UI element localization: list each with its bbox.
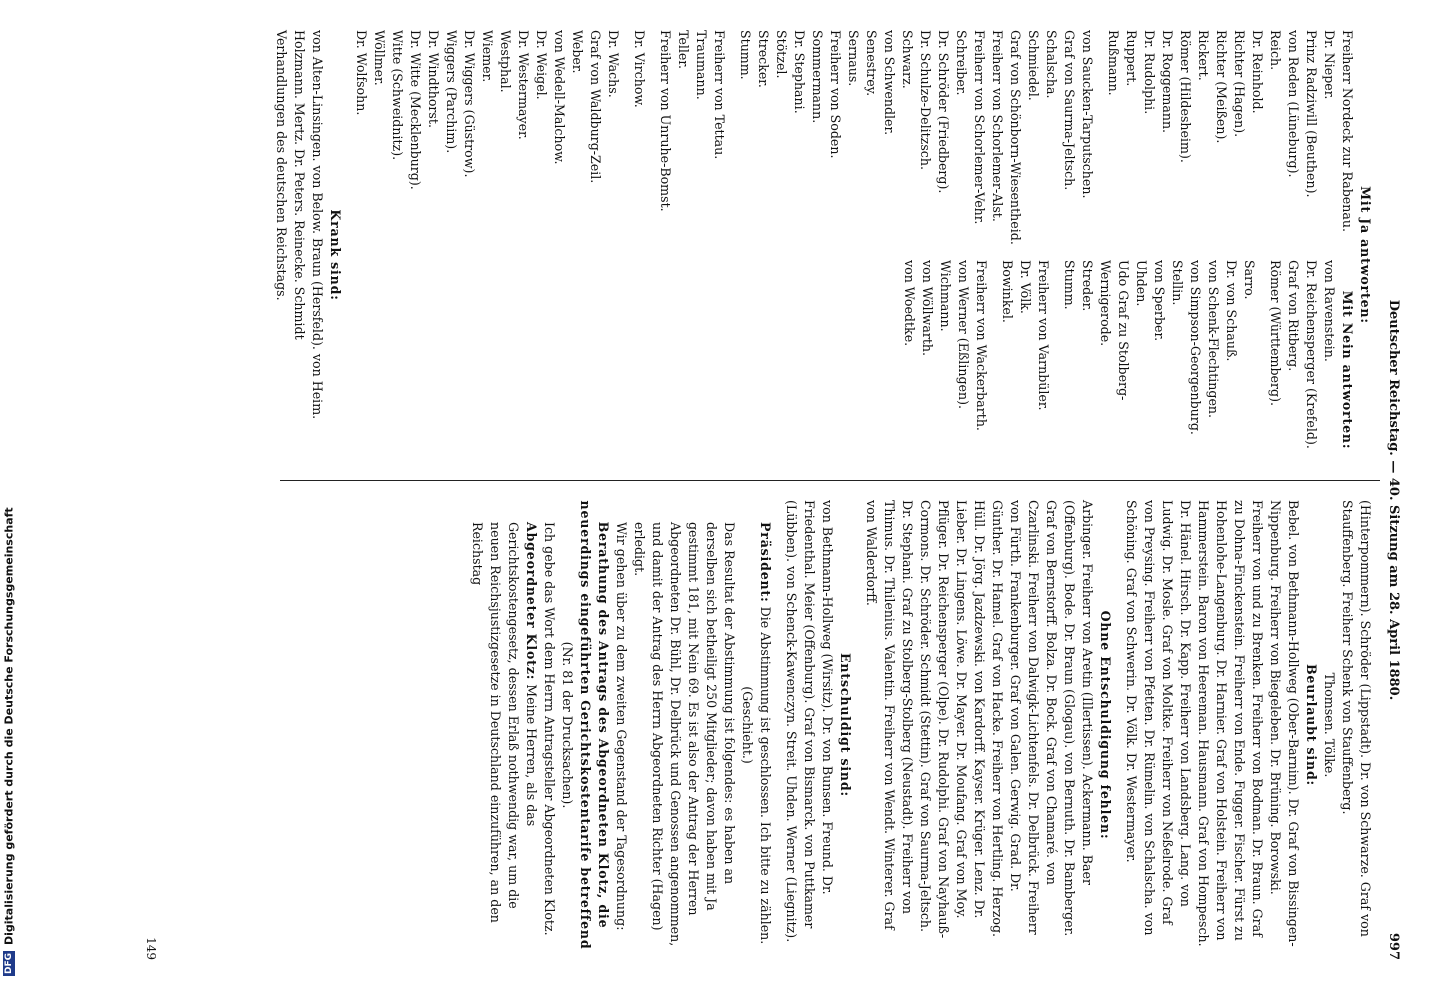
ja-name: Senestrey. xyxy=(864,30,879,97)
ja-name: Richter (Meißen). xyxy=(1214,30,1229,144)
ja-name: Dr. Wiggers (Güstrow). xyxy=(462,30,477,178)
ja-name: Schmiedel. xyxy=(1026,30,1041,101)
nein-name: Udo Graf zu Stolberg-Wernigerode. xyxy=(1098,260,1131,401)
pause-note: (Geschieht.) xyxy=(740,686,755,764)
ja-name: Dr. Roggemann. xyxy=(1160,30,1175,134)
ja-name: Wiggers (Parchim). xyxy=(444,30,459,154)
beratung-title: Berathung des Antrags des Abgeordneten Klotz, die neuerdings eingeführten Gerichtskostentarife betreffend xyxy=(578,500,611,950)
ja-name: Sommermann. xyxy=(810,30,825,124)
drucksache-ref: (Nr. 81 der Drucksachen). xyxy=(560,641,575,809)
ja-name: Dr. Virchow. xyxy=(632,30,647,108)
praesident-label: Präsident: xyxy=(758,522,773,603)
ja-name: Strecker. xyxy=(756,30,771,88)
intro-text-2: Thomsen. Tölke. xyxy=(1322,672,1337,778)
ja-name: Stötzel. xyxy=(774,30,789,79)
document-page xyxy=(110,0,1410,980)
column-divider xyxy=(280,480,1380,481)
beurlaubt-heading: Beurlaubt sind: xyxy=(1304,663,1319,787)
nein-name: Römer (Württemberg). xyxy=(1268,260,1283,406)
nein-name: von Werner (Eßlingen). xyxy=(956,260,971,410)
page-number: 997 xyxy=(1386,932,1401,960)
ja-name: Freiherr Nordeck zur Rabenau. xyxy=(1340,30,1355,232)
nein-name: von Woedtke. xyxy=(902,260,917,347)
ja-name: Dr. Westermayer. xyxy=(516,30,531,140)
nein-name: Dr. Völk. xyxy=(1018,260,1033,314)
bottom-page-mark: 149 xyxy=(144,937,158,960)
ja-name: Graf von Schönborn-Wiesentheid. xyxy=(1008,30,1023,245)
beurlaubt-text: Bebel. von Bethmann-Hollweg (Ober-Barnim). Dr. Graf von Bissingen-Nippenburg. Freiherr von Biegeleben. Dr. Brüning. Borowski. Freiherr von und zu Brenken. Freiherr von Bodman. Dr. Braun. Graf zu Dohna-Finckenstein. Freiherr von Ende. Fugger. Fischer. Fürst zu Hohenlohe-Langenburg. Dr. Harnier. Graf von Holstein. Freiherr von Hammerstein. Baron von Heereman. Hausmann. Graf von Hompesch. Dr. Hänel. Hirsch. Dr. Kapp. Freiherr von Landsberg. Lang. von Ludwig. Dr. Mosle. Graf von Moltke. Freiherr von Neßelrode. Graf von Preysing. Freiherr von Pfetten. Dr. Rümelin. von Schalscha. von Schöning. Graf von Schwerin. Dr. Völk. Dr. Westermayer. xyxy=(1124,500,1301,951)
nein-name: von Wöllwarth. xyxy=(920,260,935,357)
ja-name: Dr. Weigel. xyxy=(534,30,549,100)
nein-name: von Sperber. xyxy=(1152,260,1167,342)
ich-gebe-text: Ich gebe das Wort dem Herrn Antragsteller Abgeordneten Klotz. xyxy=(542,522,557,936)
ja-heading: Mit Ja antworten: xyxy=(1358,186,1373,324)
ja-name: Dr. Reinhold. xyxy=(1250,30,1265,114)
ja-name: Stumm. xyxy=(738,30,753,80)
ja-name: Dr. Schulze-Delitzsch. xyxy=(918,30,933,170)
nein-name: Dr. Reichensperger (Krefeld). xyxy=(1304,260,1319,449)
intro-text: (Hinterpommern). Schröder (Lippstadt). Dr. von Schwarze. Graf von Stauffenberg. Freiherr Schenk von Stauffenberg. xyxy=(1340,500,1373,941)
klotz-paragraph xyxy=(468,500,540,950)
ja-name: Wöllmer. xyxy=(372,30,387,86)
nein-name: Sarro. xyxy=(1242,260,1257,300)
ja-list xyxy=(352,30,1356,480)
ja-name: Traumann. xyxy=(694,30,709,100)
ja-name: Schreiber. xyxy=(954,30,969,96)
nein-column xyxy=(352,260,1356,480)
nein-name: Wichmann. xyxy=(938,260,953,332)
nein-name: Stellin. xyxy=(1170,260,1185,306)
ja-name: Römer (Hildesheim). xyxy=(1178,30,1193,163)
nein-name: Stumm. xyxy=(1062,260,1077,310)
left-column xyxy=(272,30,1374,480)
ja-name: Rickert. xyxy=(1196,30,1211,81)
nein-name: Freiherr von Varnbüler. xyxy=(1036,260,1051,411)
ja-name: Dr. Schröder (Friedberg). xyxy=(936,30,951,194)
praesident-paragraph xyxy=(756,500,774,950)
ja-name: Graf von Waldburg-Zeil. xyxy=(588,30,603,184)
right-column xyxy=(468,500,1374,950)
ja-name: Ruppert. xyxy=(1124,30,1139,87)
klotz-label: Abgeordneter Klotz: xyxy=(524,522,539,681)
klotz-text: Meine Herren, als das Gerichtskostengesetz, dessen Erlaß nothwendig war, um die neuen Reichsjustizgesetze in Deutschland einzuführen, an den Reichstag xyxy=(470,522,539,927)
ja-name: Wiemer. xyxy=(480,30,495,83)
dfg-credit xyxy=(0,0,18,982)
ja-name: von Reden (Lüneburg). xyxy=(1286,30,1301,178)
next-item-text: Wir gehen über zu dem zweiten Gegenstand der Tagesordnung: xyxy=(614,522,629,931)
ja-name: Dr. Wachs. xyxy=(606,30,621,98)
ja-name: Schalscha. xyxy=(1044,30,1059,99)
ja-name: Dr. Nieper. xyxy=(1322,30,1337,100)
praesident-text: Die Abstimmung ist geschlossen. Ich bitte zu zählen. xyxy=(758,606,773,945)
page-header xyxy=(1378,30,1402,970)
ja-name: Weber. xyxy=(570,30,585,74)
ja-name: Graf von Saurma-Jeltsch. xyxy=(1062,30,1077,191)
footer-text: Verhandlungen des deutschen Reichstags. xyxy=(274,30,289,301)
ja-name: Dr. Witte (Mecklenburg). xyxy=(408,30,423,190)
ja-name: Dr. Stephani. xyxy=(792,30,807,114)
ja-name: Prinz Radziwill (Beuthen). xyxy=(1304,30,1319,198)
nein-name: Bowinkel. xyxy=(1000,260,1015,323)
ja-name: von Wedell-Malchow. xyxy=(552,30,567,165)
ja-name: Freiherr von Schorlemer-Alst. xyxy=(990,30,1005,222)
nein-name: von Simpson-Georgenburg. xyxy=(1188,260,1203,435)
ja-name: Dr. Wolfsohn. xyxy=(354,30,369,116)
nein-heading: Mit Nein antworten: xyxy=(1340,290,1355,450)
nein-name: Dr. von Schauß. xyxy=(1224,260,1239,362)
nein-name: Graf von Ritberg. xyxy=(1286,260,1301,372)
entschuldigt-heading: Entschuldigt sind: xyxy=(838,653,853,797)
ja-name: von Schwendler. xyxy=(882,30,897,136)
page-title: Deutscher Reichstag. — 40. Sitzung am 28. April 1880. xyxy=(1386,299,1401,701)
ja-name: Richter (Hagen). xyxy=(1232,30,1247,138)
result-text: Das Resultat der Abstimmung ist folgendes: es haben an derselben sich betheiligt 250 Mitglieder; davon haben mit Ja gestimmt 181, mit Nein 69. Es ist also der Antrag der Herren Abgeordneten Dr. Bühl, Dr. Delbrück und Genossen angenommen, und damit der Antrag des Herrn Abgeordneten Richter (Hagen) erledigt. xyxy=(632,522,737,951)
ja-name: Rußmann. xyxy=(1106,30,1121,96)
ja-name: Witte (Schweidnitz). xyxy=(390,30,405,161)
ja-name: Dr. Rudolphi. xyxy=(1142,30,1157,115)
ja-name: Teller. xyxy=(676,30,691,70)
krank-heading: Krank sind: xyxy=(328,209,343,301)
ja-name: Freiherr von Tettau. xyxy=(712,30,727,160)
ja-name: Freiherr von Schorlemer-Vehr. xyxy=(972,30,987,225)
entschuldigt-text: von Bethmann-Hollweg (Wirsitz). Dr. von Bunsen. Freund. Dr. Friedenthal. Meier (Offenburg). Graf von Bismarck. von Puttkamer (Lübben). von Schenck-Kawenczyn. Streit. Uhden. Werner (Liegnitz). xyxy=(784,500,835,943)
nein-name: von Schenk-Flechtingen. xyxy=(1206,260,1221,419)
dfg-logo: DFG xyxy=(4,952,14,974)
nein-name: Streder. xyxy=(1080,260,1095,312)
ohne-heading: Ohne Entschuldigung fehlen: xyxy=(1098,610,1113,840)
ja-name: Schwarz. xyxy=(900,30,915,89)
nein-name: Freiherr von Wackerbarth. xyxy=(974,260,989,431)
ja-name: Sernaus. xyxy=(846,30,861,87)
ja-name: Freiherr von Unruhe-Bomst. xyxy=(658,30,673,212)
nein-name: von Ravenstein. xyxy=(1322,260,1337,362)
nein-name: Uhden. xyxy=(1134,260,1149,307)
krank-text: von Alten-Linsingen. von Below. Braun (Hersfeld). von Heim. Holzmann. Mertz. Dr. Peters. Reinecke. Schmidt xyxy=(292,30,325,424)
ja-name: von Saucken-Tarputschen. xyxy=(1080,30,1095,199)
dfg-credit-text: Digitalisierung gefördert durch die Deutsche Forschungsgemeinschaft xyxy=(2,507,16,945)
ja-name: Dr. Windthorst. xyxy=(426,30,441,128)
ja-column xyxy=(352,30,1356,250)
ohne-text: Arbinger. Freiherr von Aretin (Illertissen). Ackermann. Baer (Offenburg). Bode. Dr. Braun (Glogau). von Bernuth. Dr. Bamberger. Graf von Bernstorff. Bolza. Dr. Bock. Graf von Chamaré. von Czarlinski. Freiherr von Dalwigk-Lichtenfels. Dr. Delbrück. Freiherr von Fürth. Frankenburger. Graf von Galen. Gerwig. Grad. Dr. Günther. Dr. Hamel. Graf von Hacke. Freiherr von Hertling. Herzog. Hüll. Dr. Jörg. Jazdzewski. von Kardorff. Kayser. Krüger. Lenz. Dr. Lieber. Dr. Lingens. Löwe. Dr. Mayer. Dr. Moufang. Graf von Moy. Pflüger. Dr. Reichensperger (Olpe). Dr. Rudolphi. Graf von Nayhauß-Cormons. Dr. Schröder. Schmidt (Stettin). Graf von Saurma-Jeltsch. Dr. Stephani. Graf zu Stolberg-Stolberg (Neustadt). Freiherr von Thimus. Dr. Thilenius. Valentin. Freiherr von Wendt. Winterer. Graf von Walderdorff. xyxy=(864,500,1095,942)
ja-name: Reich. xyxy=(1268,30,1283,71)
ja-name: Westphal. xyxy=(498,30,513,93)
ja-name: Freiherr von Soden. xyxy=(828,30,843,159)
